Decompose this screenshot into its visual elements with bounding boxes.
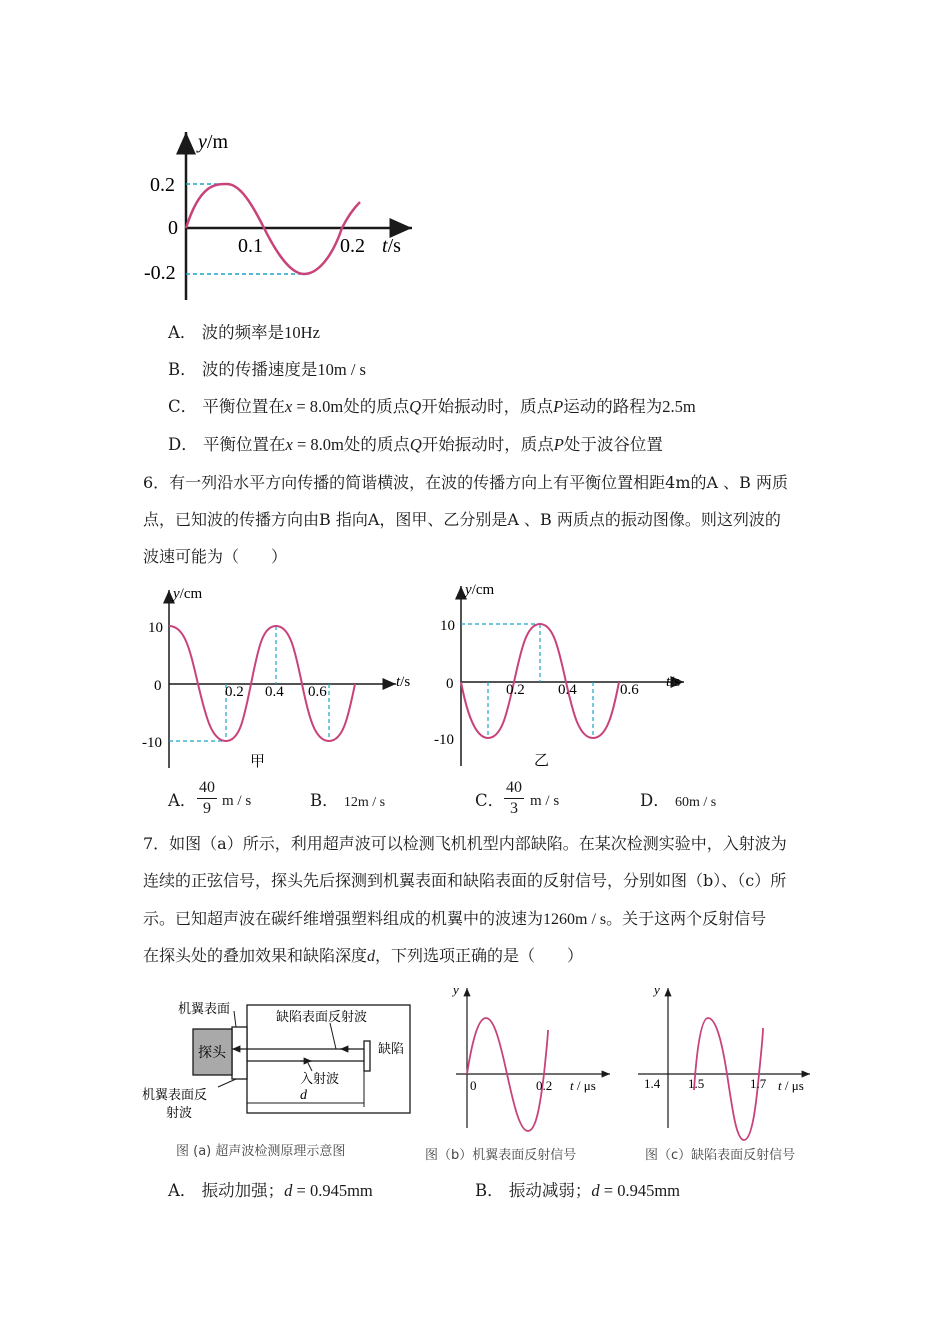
label-surface: 机翼表面 [178, 1002, 231, 1017]
caption-c: 图（c）缺陷表面反射信号 [645, 1148, 796, 1163]
yi-y-tick-10: 10 [440, 618, 455, 634]
q6-option-c-fraction: $\frac{40}{3}$ [506, 779, 522, 817]
yi-t-tick-0.6: 0.6 [620, 682, 639, 698]
b-y-label: y [453, 982, 459, 997]
graph-jia [140, 580, 410, 775]
t-tick-0.1: 0.1 [238, 235, 263, 257]
q7-line-4: 在探头处的叠加效果和缺陷深度d，下列选项正确的是（ ） [143, 946, 584, 965]
jia-caption: 甲 [250, 752, 266, 770]
q5-option-b[interactable]: B． 波的传播速度是10m / s [168, 360, 366, 379]
y-tick-neg-0.2: -0.2 [144, 262, 176, 284]
jia-y-tick-0: 0 [154, 678, 162, 694]
q6-line-1: 6．有一列沿水平方向传播的简谐横波，在波的传播方向上有平衡位置相距4m的A 、B 两质 [143, 473, 789, 492]
fig-c-defect-signal [630, 980, 820, 1165]
jia-t-tick-0.2: 0.2 [225, 684, 244, 700]
b-t-label: t / μs [570, 1078, 596, 1093]
c-t-label: t / μs [778, 1078, 804, 1093]
label-surface-reflect-1: 机翼表面反 [142, 1088, 208, 1103]
q7-line-2: 连续的正弦信号，探头先后探测到机翼表面和缺陷表面的反射信号，分别如图（b）、（c）所 [143, 871, 787, 890]
jia-t-tick-0.4: 0.4 [265, 684, 284, 700]
q6-option-c-letter[interactable]: C． [475, 791, 505, 810]
leader-surface [234, 1011, 236, 1027]
q7-option-b[interactable]: B． 振动减弱；d = 0.945mm [475, 1181, 680, 1200]
q5-option-d[interactable]: D． 平衡位置在x = 8.0m处的质点Q开始振动时，质点P处于波谷位置 [168, 435, 663, 454]
jia-y-tick-10: 10 [148, 620, 163, 636]
yi-y-label: y/cm [465, 582, 495, 598]
c-y-label: y [654, 982, 660, 997]
q7-line-3: 示。已知超声波在碳纤维增强塑料组成的机翼中的波速为1260m / s。关于这两个反射信号 [143, 909, 767, 928]
caption-b: 图（b）机翼表面反射信号 [425, 1148, 577, 1163]
yi-t-tick-0.2: 0.2 [506, 682, 525, 698]
q6-option-b[interactable]: B． 12m / s [310, 791, 386, 810]
q6-option-a-fraction: $\frac{40}{9}$ [199, 779, 215, 817]
yi-t-tick-0.4: 0.4 [558, 682, 577, 698]
label-d: d [300, 1088, 307, 1103]
leader-surface-reflect [218, 1079, 236, 1087]
q7-line-1: 7．如图（a）所示，利用超声波可以检测飞机机型内部缺陷。在某次检测实验中，入射波为 [143, 834, 787, 853]
q5-option-a[interactable]: A． 波的频率是10Hz [168, 323, 320, 342]
graph-yi [430, 578, 700, 773]
y-tick-0.2: 0.2 [150, 174, 175, 196]
c-tick-1.4: 1.4 [644, 1076, 661, 1091]
jia-t-tick-0.6: 0.6 [308, 684, 327, 700]
label-surface-reflect-2: 射波 [166, 1106, 193, 1121]
yi-y-tick-0: 0 [446, 676, 454, 692]
jia-y-label: y/cm [173, 586, 203, 602]
fig-b-surface-signal [420, 980, 620, 1165]
probe-holder [232, 1027, 247, 1079]
c-tick-1.7: 1.7 [750, 1076, 767, 1091]
yi-caption: 乙 [534, 751, 550, 769]
label-defect: 缺陷 [378, 1042, 405, 1057]
q6-option-c-unit: m / s [530, 793, 560, 809]
b-tick-0.2: 0.2 [536, 1078, 553, 1093]
q6-option-d[interactable]: D． 60m / s [640, 791, 717, 810]
q6-option-a-unit: m / s [222, 793, 252, 809]
q7-option-a[interactable]: A． 振动加强；d = 0.945mm [168, 1181, 373, 1200]
wave-graph-top [140, 120, 430, 310]
caption-a: 图 (a) 超声波检测原理示意图 [176, 1144, 346, 1159]
leader-incident [308, 1063, 312, 1071]
label-incident: 入射波 [300, 1072, 340, 1087]
jia-t-label: t/s [396, 674, 410, 690]
label-probe: 探头 [198, 1045, 226, 1061]
leader-defect-reflect [330, 1023, 336, 1049]
defect-block [364, 1041, 370, 1071]
c-tick-1.5: 1.5 [688, 1076, 705, 1091]
y-axis-label: y/m [198, 131, 229, 153]
label-defect-reflect: 缺陷表面反射波 [276, 1010, 368, 1025]
y-tick-0: 0 [168, 217, 178, 239]
jia-y-tick-neg10: -10 [142, 735, 162, 751]
yi-t-label: t/s [666, 674, 681, 690]
t-tick-0.2: 0.2 [340, 235, 365, 257]
t-axis-label: t/s [382, 235, 401, 257]
b-tick-0: 0 [470, 1078, 477, 1093]
yi-y-tick-neg10: -10 [434, 732, 454, 748]
q6-option-a-letter[interactable]: A． [168, 791, 197, 810]
q5-option-c[interactable]: C． 平衡位置在x = 8.0m处的质点Q开始振动时，质点P运动的路程为2.5m [168, 397, 696, 416]
q6-line-3: 波速可能为（ ） [143, 547, 288, 566]
q6-line-2: 点，已知波的传播方向由B 指向A，图甲、乙分别是A 、B 两质点的振动图像。则这列波的 [143, 510, 781, 529]
fig-a-principle [140, 995, 420, 1165]
